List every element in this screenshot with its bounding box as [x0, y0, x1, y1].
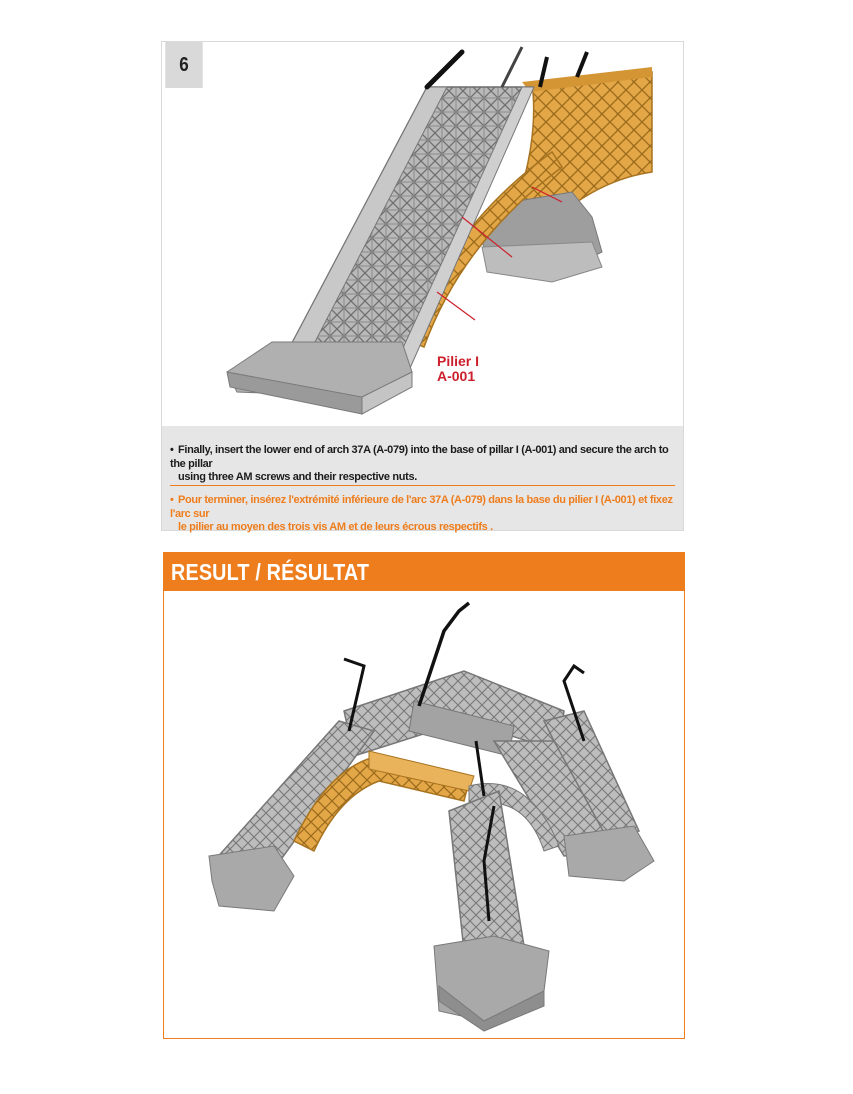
instruction-english — [170, 444, 680, 485]
instruction-en-line2: using three AM screws and their respective nuts. — [178, 471, 417, 483]
step-panel — [161, 41, 684, 531]
step-illustration — [162, 42, 683, 426]
language-divider — [170, 485, 675, 486]
front-pillar — [449, 791, 524, 951]
pillar-arch-assembly-drawing — [162, 42, 683, 426]
part-callout — [437, 354, 479, 384]
instruction-fr-line1: Pour terminer, insérez l'extrémité inférieure de l'arc 37A (A-079) dans la base du pilier I (A-001) et fixez l'arc sur — [170, 494, 673, 520]
result-title: RESULT / RÉSULTAT — [171, 558, 370, 585]
callout-part-code: A-001 — [437, 368, 476, 384]
instruction-french — [170, 494, 680, 535]
instruction-fr-line2: le pilier au moyen des trois vis AM et de leurs écrous respectifs . — [178, 521, 493, 533]
callout-part-name: Pilier I — [437, 353, 480, 369]
step-number: 6 — [165, 42, 202, 88]
bullet: • — [170, 494, 174, 506]
result-header — [164, 553, 684, 591]
completed-tower-base-drawing — [164, 591, 683, 1037]
bullet: • — [170, 444, 174, 456]
instruction-en-line1: Finally, insert the lower end of arch 37A (A-079) into the base of pillar I (A-001) and secure the arch to the pillar — [170, 444, 669, 470]
result-panel — [163, 552, 685, 1039]
result-illustration — [164, 591, 683, 1037]
